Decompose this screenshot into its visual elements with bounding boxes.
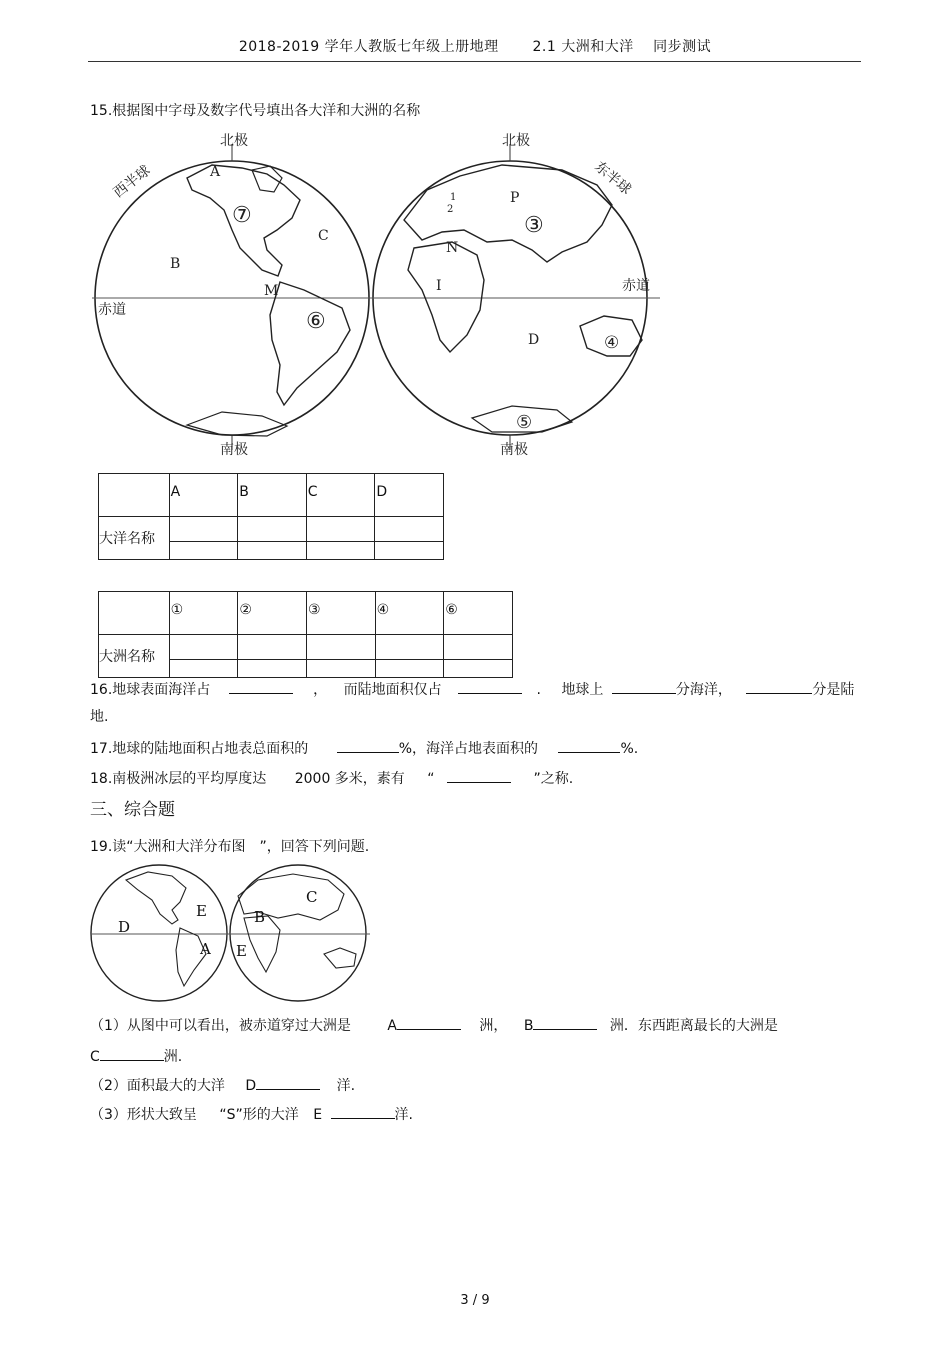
continent-answer-2[interactable] bbox=[238, 635, 307, 678]
q18-line: 18.南极洲冰层的平均厚度达 2000 多米，素有 “ ”之称. bbox=[90, 768, 573, 788]
q16-blank-2[interactable] bbox=[458, 679, 522, 694]
ocean-header-c: C bbox=[307, 484, 318, 500]
q15-stem: 15.根据图中字母及数字代号填出各大洋和大洲的名称 bbox=[90, 103, 421, 119]
ocean-header-b: B bbox=[239, 484, 249, 500]
map-letter-c: C bbox=[318, 228, 329, 244]
equator-label-west: 赤道 bbox=[98, 302, 126, 318]
north-pole-label-east: 北极 bbox=[502, 133, 530, 149]
map-number-5: ⑤ bbox=[516, 412, 533, 433]
ocean-answer-b[interactable] bbox=[238, 517, 307, 560]
west-hemisphere-label: 西半球 bbox=[110, 162, 154, 202]
q16-line-2: 地. bbox=[90, 709, 109, 725]
map-letter-a: A bbox=[210, 164, 221, 180]
map-number-3: ③ bbox=[524, 213, 544, 238]
south-pole-label-west: 南极 bbox=[220, 442, 248, 458]
continent-header-1: ① bbox=[170, 602, 184, 618]
q19-sub3-line: （3）形状大致呈 “S”形的大洋 E 洋. bbox=[90, 1104, 413, 1124]
map-number-6: ⑥ bbox=[306, 309, 326, 334]
continent-row-label: 大洲名称 bbox=[99, 635, 170, 678]
q19-blank-e[interactable] bbox=[331, 1104, 395, 1119]
q19-blank-a[interactable] bbox=[397, 1015, 461, 1030]
map-letter-n: N bbox=[446, 240, 459, 256]
map-letter-b: B bbox=[170, 256, 181, 272]
q17-blank-1[interactable] bbox=[337, 738, 399, 753]
q19-blank-d[interactable] bbox=[256, 1075, 320, 1090]
q16-blank-3[interactable] bbox=[612, 679, 676, 694]
north-pole-label-west: 北极 bbox=[220, 133, 248, 149]
q16-line-1: 16.地球表面海洋占 ， 而陆地面积仅占 . 地球上 分海洋， 分是陆 bbox=[90, 679, 854, 699]
q19-blank-c[interactable] bbox=[100, 1046, 164, 1061]
small-map-letter-d: D bbox=[118, 918, 131, 936]
map-letter-d: D bbox=[528, 332, 540, 348]
q17-blank-2[interactable] bbox=[558, 738, 620, 753]
q16-blank-4[interactable] bbox=[746, 679, 812, 694]
q18-blank[interactable] bbox=[447, 768, 511, 783]
map-letter-p: P bbox=[510, 190, 520, 206]
continent-header-6: ⑥ bbox=[445, 602, 458, 618]
ocean-header-a: A bbox=[170, 484, 181, 500]
continent-answer-4[interactable] bbox=[375, 635, 444, 678]
ocean-row-label: 大洋名称 bbox=[99, 517, 170, 560]
q19-sub1-line-2: C 洲. bbox=[90, 1046, 182, 1066]
header-rule bbox=[88, 61, 861, 62]
q19-blank-b[interactable] bbox=[533, 1015, 597, 1030]
small-map-letter-a: A bbox=[200, 940, 211, 958]
small-map-letter-e-west: E bbox=[196, 902, 207, 920]
page-number: 3 / 9 bbox=[460, 1293, 490, 1308]
continent-answer-1[interactable] bbox=[169, 635, 238, 678]
ocean-name-table bbox=[98, 473, 444, 560]
map-digit-1: 1 bbox=[450, 192, 457, 203]
page-header: 2018-2019 学年人教版七年级上册地理 2.1 大洲和大洋 同步测试 bbox=[238, 39, 712, 55]
ocean-answer-a[interactable] bbox=[169, 517, 238, 560]
small-map-letter-c: C bbox=[306, 888, 318, 906]
small-map-letter-e-east: E bbox=[236, 942, 247, 960]
continent-answer-3[interactable] bbox=[306, 635, 375, 678]
map-digit-2: 2 bbox=[447, 204, 454, 215]
q19-stem: 19.读“大洲和大洋分布图 ”，回答下列问题. bbox=[90, 839, 370, 855]
map-letter-i: I bbox=[436, 278, 442, 294]
q19-world-map bbox=[88, 862, 374, 1002]
continent-answer-6[interactable] bbox=[444, 635, 513, 678]
map-letter-m: M bbox=[264, 283, 279, 299]
map-number-4: ④ bbox=[604, 333, 620, 353]
continent-name-table bbox=[98, 591, 513, 678]
east-hemisphere-label: 东半球 bbox=[591, 158, 634, 199]
ocean-answer-d[interactable] bbox=[375, 517, 444, 560]
continent-header-3: ③ bbox=[307, 602, 321, 618]
q17-line: 17.地球的陆地面积占地表总面积的 %，海洋占地表面积的 %. bbox=[90, 738, 638, 758]
q16-blank-1[interactable] bbox=[229, 679, 293, 694]
section-title: 三、综合题 bbox=[90, 800, 175, 820]
ocean-answer-c[interactable] bbox=[306, 517, 375, 560]
q15-world-map bbox=[92, 130, 662, 460]
equator-label-east: 赤道 bbox=[622, 278, 650, 294]
q19-sub1-line-1: （1）从图中可以看出，被赤道穿过大洲是 A 洲， B 洲．东西距离最长的大洲是 bbox=[90, 1015, 778, 1035]
continent-header-4: ④ bbox=[376, 602, 390, 618]
q19-sub2-line: （2）面积最大的大洋 D 洋. bbox=[90, 1075, 355, 1095]
small-map-letter-b: B bbox=[254, 908, 266, 926]
south-pole-label-east: 南极 bbox=[500, 442, 528, 458]
ocean-header-d: D bbox=[376, 484, 388, 500]
continent-header-2: ② bbox=[239, 602, 252, 618]
map-number-7: ⑦ bbox=[232, 203, 252, 228]
